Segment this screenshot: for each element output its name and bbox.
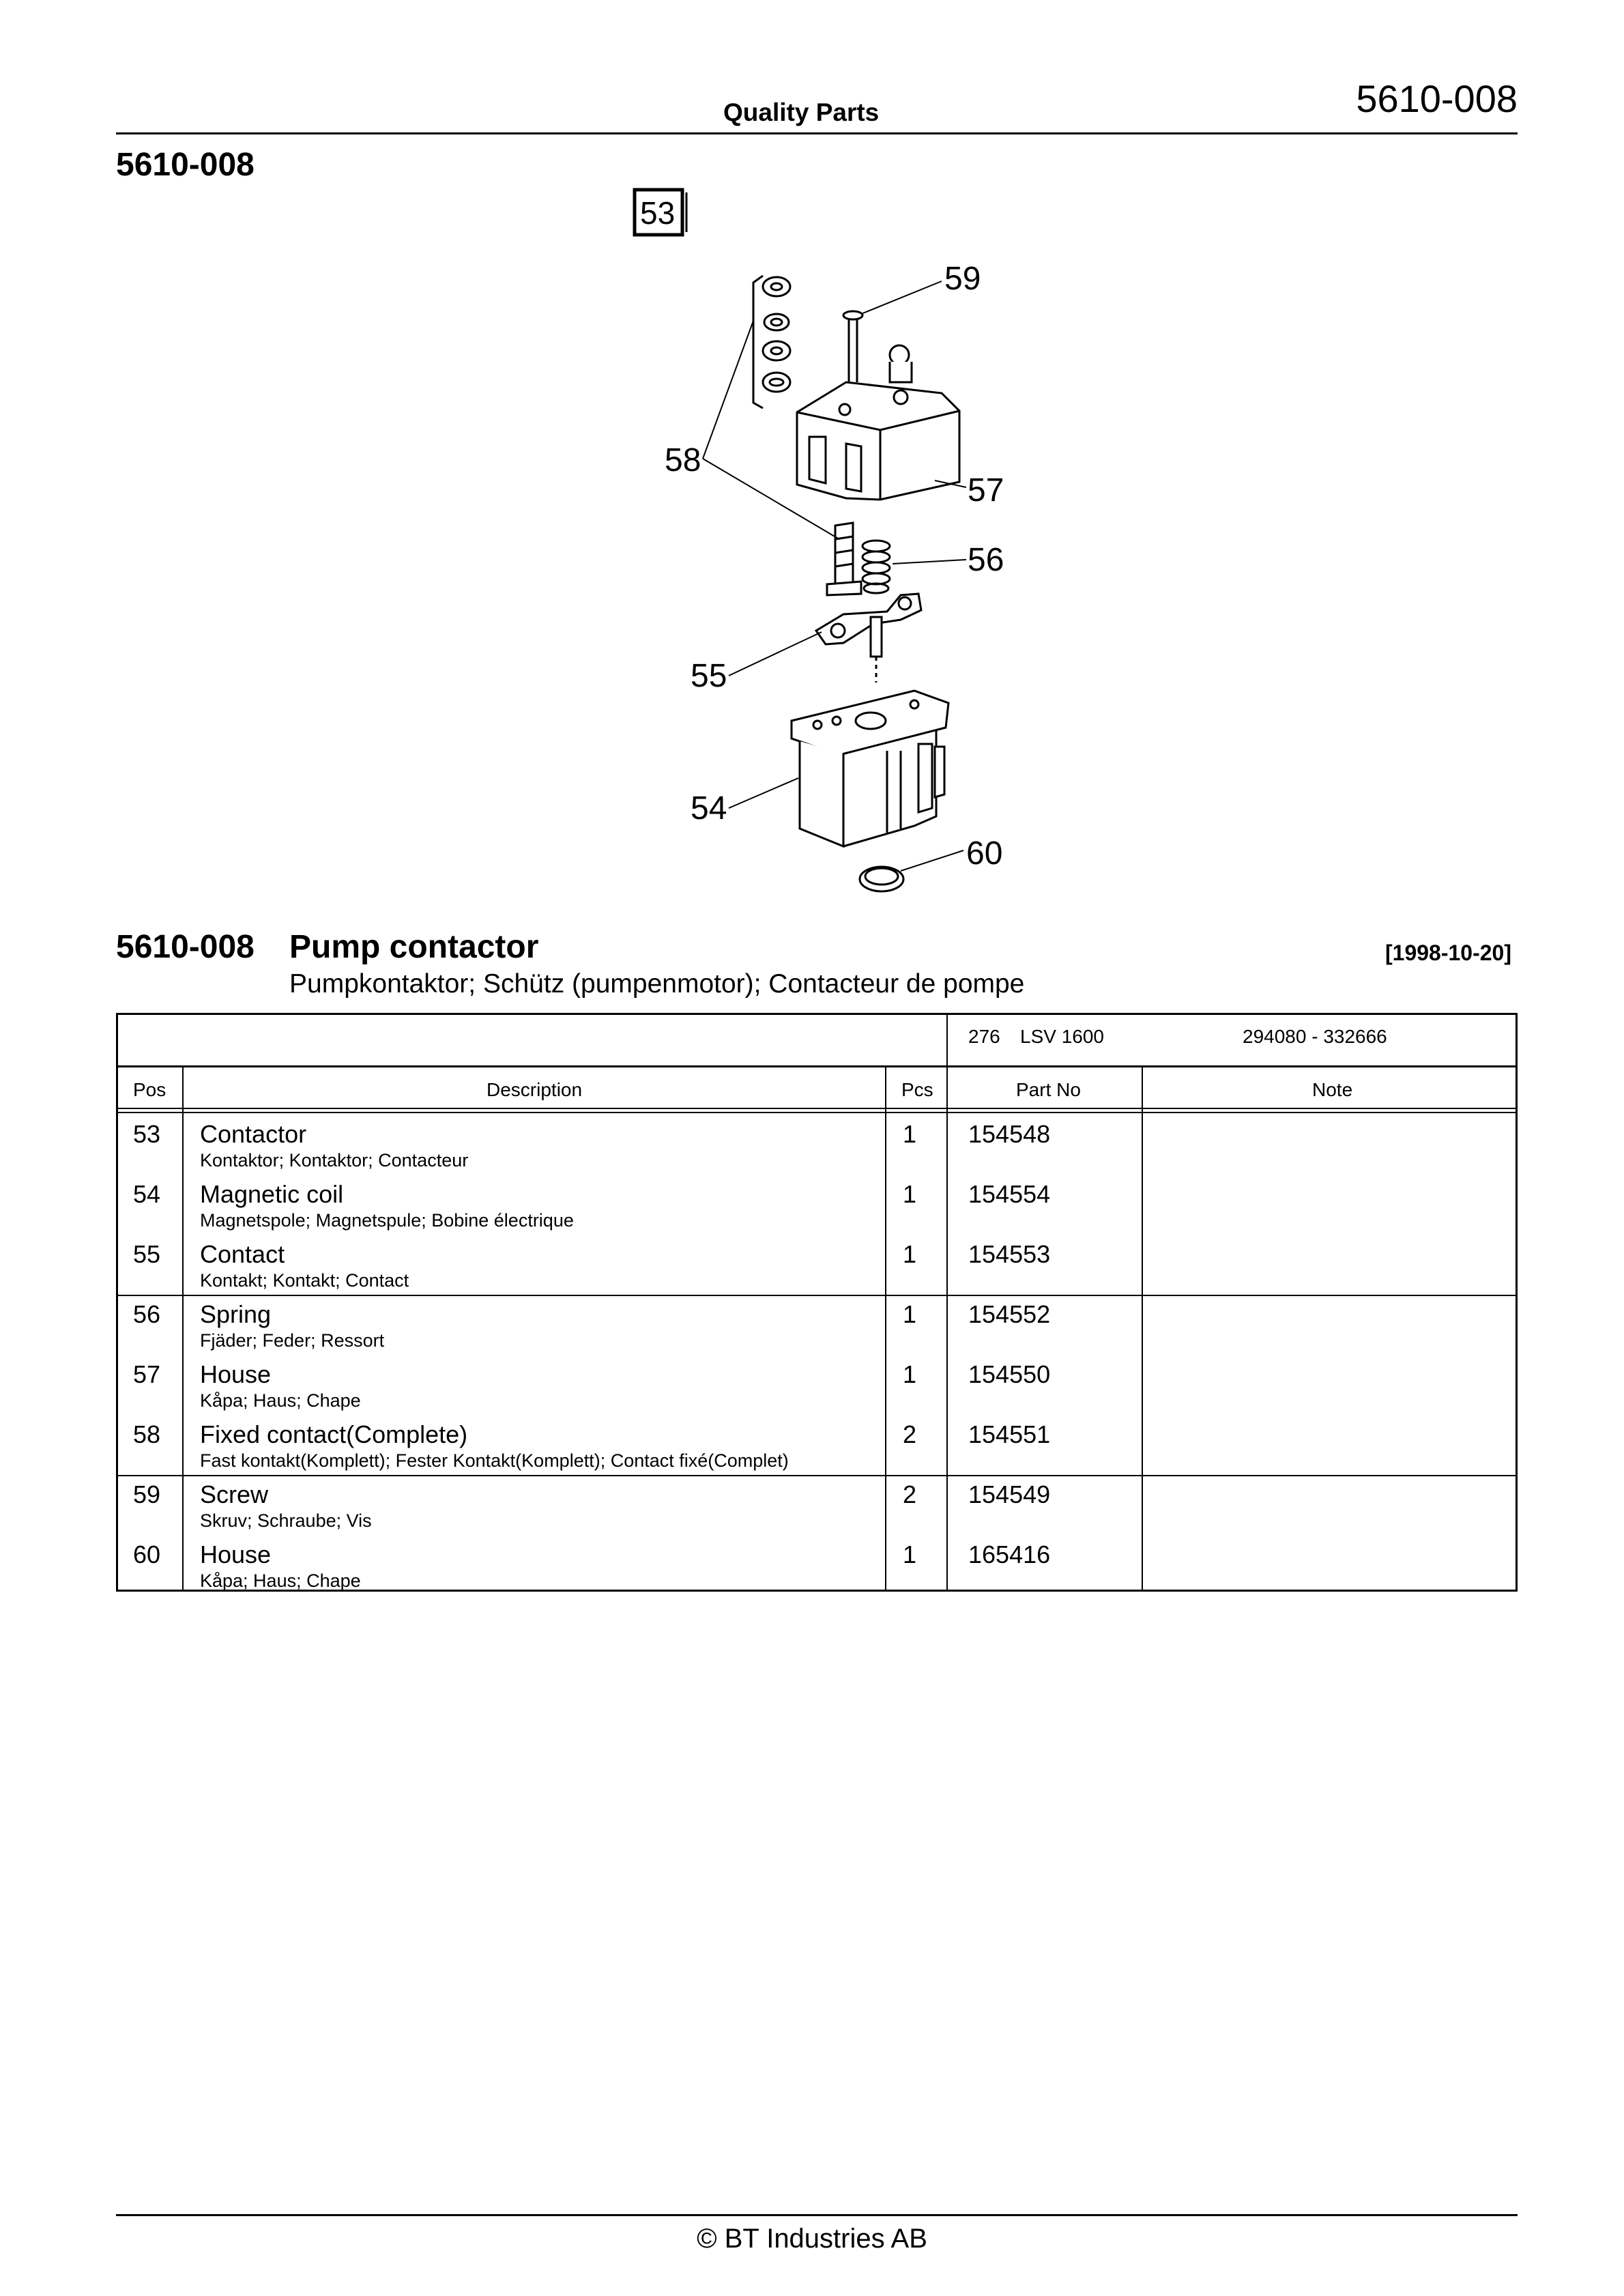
row-description: Fixed contact(Complete) [200, 1420, 468, 1448]
bolt-part [827, 523, 861, 595]
column-header-pcs: Pcs [901, 1079, 933, 1100]
model-name: LSV 1600 [1020, 1026, 1104, 1047]
row-part-no: 154553 [968, 1240, 1051, 1268]
column-header-note: Note [1312, 1079, 1353, 1100]
title-date: [1998-10-20] [1385, 941, 1511, 965]
table-row [118, 1295, 1516, 1355]
row-description: Magnetic coil [200, 1180, 344, 1208]
row-pcs: 1 [903, 1300, 917, 1328]
row-description: Contactor [200, 1120, 307, 1148]
row-part-no: 154549 [968, 1480, 1051, 1508]
table-row [118, 1415, 1516, 1475]
table-row [118, 1175, 1516, 1235]
model-number: 276 [968, 1026, 1000, 1047]
callout-59: 59 [944, 261, 981, 297]
row-pcs: 2 [903, 1420, 917, 1448]
row-pos: 58 [133, 1420, 161, 1448]
table-row [118, 1475, 1516, 1535]
row-description: Screw [200, 1480, 269, 1508]
row-pcs: 1 [903, 1360, 917, 1388]
row-translations: Skruv; Schraube; Vis [200, 1510, 372, 1531]
row-translations: Kontaktor; Kontaktor; Contacteur [200, 1150, 469, 1171]
title-translations: Pumpkontaktor; Schütz (pumpenmotor); Contacteur de pompe [289, 969, 1025, 999]
row-translations: Kåpa; Haus; Chape [200, 1570, 361, 1591]
row-translations: Kontakt; Kontakt; Contact [200, 1270, 409, 1291]
table-row [118, 1355, 1516, 1415]
parts-table [116, 1013, 1518, 1592]
row-pcs: 1 [903, 1540, 917, 1568]
table-divider [118, 1112, 1516, 1113]
row-pos: 56 [133, 1300, 161, 1328]
row-translations: Fjäder; Feder; Ressort [200, 1330, 385, 1351]
row-pcs: 1 [903, 1120, 917, 1148]
row-pos: 55 [133, 1240, 161, 1268]
row-part-no: 154551 [968, 1420, 1051, 1448]
header-title: Quality Parts [723, 98, 880, 126]
table-row [118, 1535, 1516, 1595]
row-translations: Kåpa; Haus; Chape [200, 1390, 361, 1411]
position-box-label: 53 [640, 195, 676, 231]
callout-56: 56 [968, 542, 1004, 578]
header-divider [116, 132, 1518, 134]
cover-part [797, 345, 959, 500]
title-name: Pump contactor [289, 929, 539, 965]
table-divider [118, 1065, 1516, 1067]
row-pos: 57 [133, 1360, 161, 1388]
spring-part [862, 541, 890, 593]
row-part-no: 154548 [968, 1120, 1051, 1148]
column-header-description: Description [487, 1079, 583, 1100]
title-code: 5610-008 [116, 929, 255, 965]
row-part-no: 154552 [968, 1300, 1051, 1328]
exploded-parts-diagram [600, 179, 1119, 902]
section-code: 5610-008 [116, 147, 255, 183]
row-description: Spring [200, 1300, 272, 1328]
ring-part [860, 867, 903, 891]
footer-copyright: © BT Industries AB [697, 2224, 927, 2254]
row-part-no: 165416 [968, 1540, 1051, 1568]
nut-washer-stack [753, 276, 790, 408]
callout-60: 60 [966, 835, 1003, 872]
contact-part [816, 594, 921, 683]
callout-54: 54 [691, 790, 727, 827]
column-header-pos: Pos [133, 1079, 166, 1100]
row-part-no: 154554 [968, 1180, 1051, 1208]
column-header-part-no: Part No [1016, 1079, 1081, 1100]
callout-57: 57 [968, 472, 1004, 508]
row-part-no: 154550 [968, 1360, 1051, 1388]
row-pos: 60 [133, 1540, 161, 1568]
row-translations: Fast kontakt(Komplett); Fester Kontakt(Komplett); Contact fixé(Complet) [200, 1450, 789, 1471]
table-divider [118, 1108, 1516, 1109]
coil-body-part [792, 691, 948, 846]
row-pos: 54 [133, 1180, 161, 1208]
table-row [118, 1235, 1516, 1295]
row-pos: 53 [133, 1120, 161, 1148]
serial-range: 294080 - 332666 [1243, 1026, 1387, 1047]
row-pcs: 2 [903, 1480, 917, 1508]
row-description: House [200, 1360, 272, 1388]
row-pcs: 1 [903, 1180, 917, 1208]
callout-58: 58 [665, 442, 701, 478]
footer-divider [116, 2214, 1518, 2216]
row-translations: Magnetspole; Magnetspule; Bobine électrique [200, 1210, 574, 1231]
page-code: 5610-008 [1356, 77, 1518, 120]
position-box [635, 190, 686, 235]
row-description: Contact [200, 1240, 285, 1268]
row-description: House [200, 1540, 272, 1568]
row-pos: 59 [133, 1480, 161, 1508]
callout-55: 55 [691, 658, 727, 694]
row-pcs: 1 [903, 1240, 917, 1268]
table-row [118, 1115, 1516, 1175]
